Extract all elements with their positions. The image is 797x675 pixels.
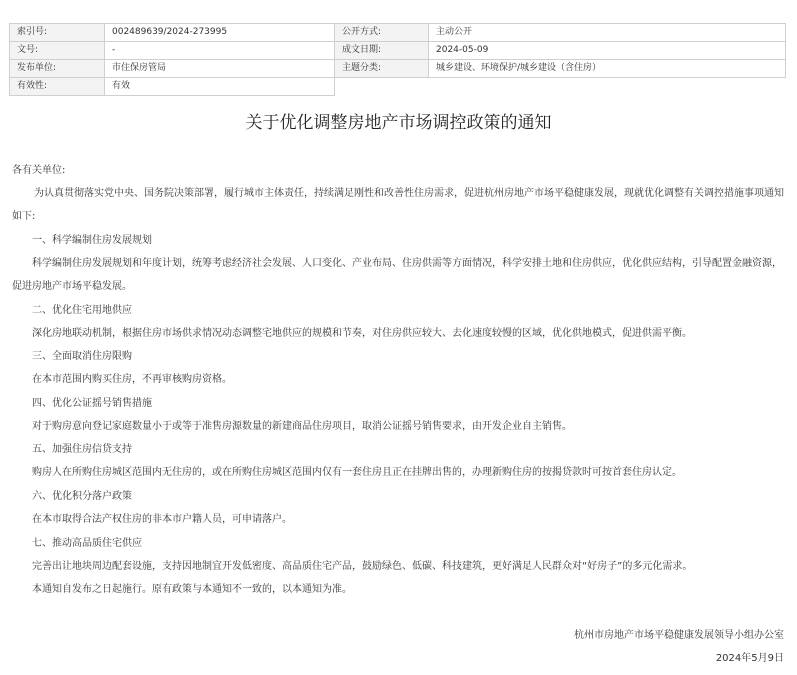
open-method-label: 公开方式: <box>335 24 429 42</box>
doc-no-label: 文号: <box>10 42 105 60</box>
section-6-heading: 六、优化积分落户政策 <box>32 491 132 502</box>
section-7-heading: 七、推动高品质住宅供应 <box>32 538 142 549</box>
meta-row-publisher <box>10 60 786 78</box>
closing-paragraph: 本通知自发布之日起施行。原有政策与本通知不一致的，以本通知为准。 <box>32 584 352 595</box>
intro-paragraph: 为认真贯彻落实党中央、国务院决策部署，履行城市主体责任，持续满足刚性和改善性住房需求，促进杭州房地产市场平稳健康发展，现就优化调整有关调控措施事项通知如下: <box>12 188 784 222</box>
meta-row-validity <box>10 78 786 96</box>
section-2-body: 深化房地联动机制，根据住房市场供求情况动态调整宅地供应的规模和节奏，对住房供应较大、去化速度较慢的区域，优化供地模式，促进供需平衡。 <box>32 328 692 339</box>
section-6-body: 在本市取得合法产权住房的非本市户籍人员，可申请落户。 <box>32 514 292 525</box>
signer: 杭州市房地产市场平稳健康发展领导小组办公室 <box>574 630 784 641</box>
salutation: 各有关单位: <box>12 165 66 176</box>
index-value: 002489639/2024-273995 <box>105 24 335 42</box>
validity-value: 有效 <box>105 78 335 96</box>
section-5-body: 购房人在所购住房城区范围内无住房的，或在所购住房城区范围内仅有一套住房且正在挂牌出售的，办理新购住房的按揭贷款时可按首套住房认定。 <box>32 467 682 478</box>
validity-label: 有效性: <box>10 78 105 96</box>
document-metadata-table <box>9 23 786 96</box>
publisher-label: 发布单位: <box>10 60 105 78</box>
section-1-body: 科学编制住房发展规划和年度计划，统筹考虑经济社会发展、人口变化、产业布局、住房供需等方面情况，科学安排土地和住房供应，优化供应结构，引导配置金融资源，促进房地产市场平稳发展。 <box>12 258 782 292</box>
section-7-body: 完善出让地块周边配套设施，支持因地制宜开发低密度、高品质住宅产品，鼓励绿色、低碳、科技建筑，更好满足人民群众对“好房子”的多元化需求。 <box>32 561 693 572</box>
section-3-body: 在本市范围内购买住房，不再审核购房资格。 <box>32 374 232 385</box>
index-label: 索引号: <box>10 24 105 42</box>
sign-date: 2024年5月9日 <box>715 653 784 664</box>
meta-row-docno <box>10 42 786 60</box>
section-3-heading: 三、全面取消住房限购 <box>32 351 132 362</box>
date-label: 成文日期: <box>335 42 429 60</box>
section-1-heading: 一、科学编制住房发展规划 <box>32 235 152 246</box>
doc-no-value: - <box>105 42 335 60</box>
section-5-heading: 五、加强住房信贷支持 <box>32 444 132 455</box>
meta-row-index <box>10 24 786 42</box>
open-method-value: 主动公开 <box>429 24 786 42</box>
section-2-heading: 二、优化住宅用地供应 <box>32 305 132 316</box>
category-value: 城乡建设、环境保护/城乡建设（含住房） <box>429 60 786 78</box>
date-value: 2024-05-09 <box>429 42 786 60</box>
section-4-body: 对于购房意向登记家庭数量小于或等于准售房源数量的新建商品住房项目，取消公证摇号销售要求，由开发企业自主销售。 <box>32 421 572 432</box>
document-title: 关于优化调整房地产市场调控政策的通知 <box>245 113 552 133</box>
publisher-value: 市住保房管局 <box>105 60 335 78</box>
category-label: 主题分类: <box>335 60 429 78</box>
section-4-heading: 四、优化公证摇号销售措施 <box>32 398 152 409</box>
